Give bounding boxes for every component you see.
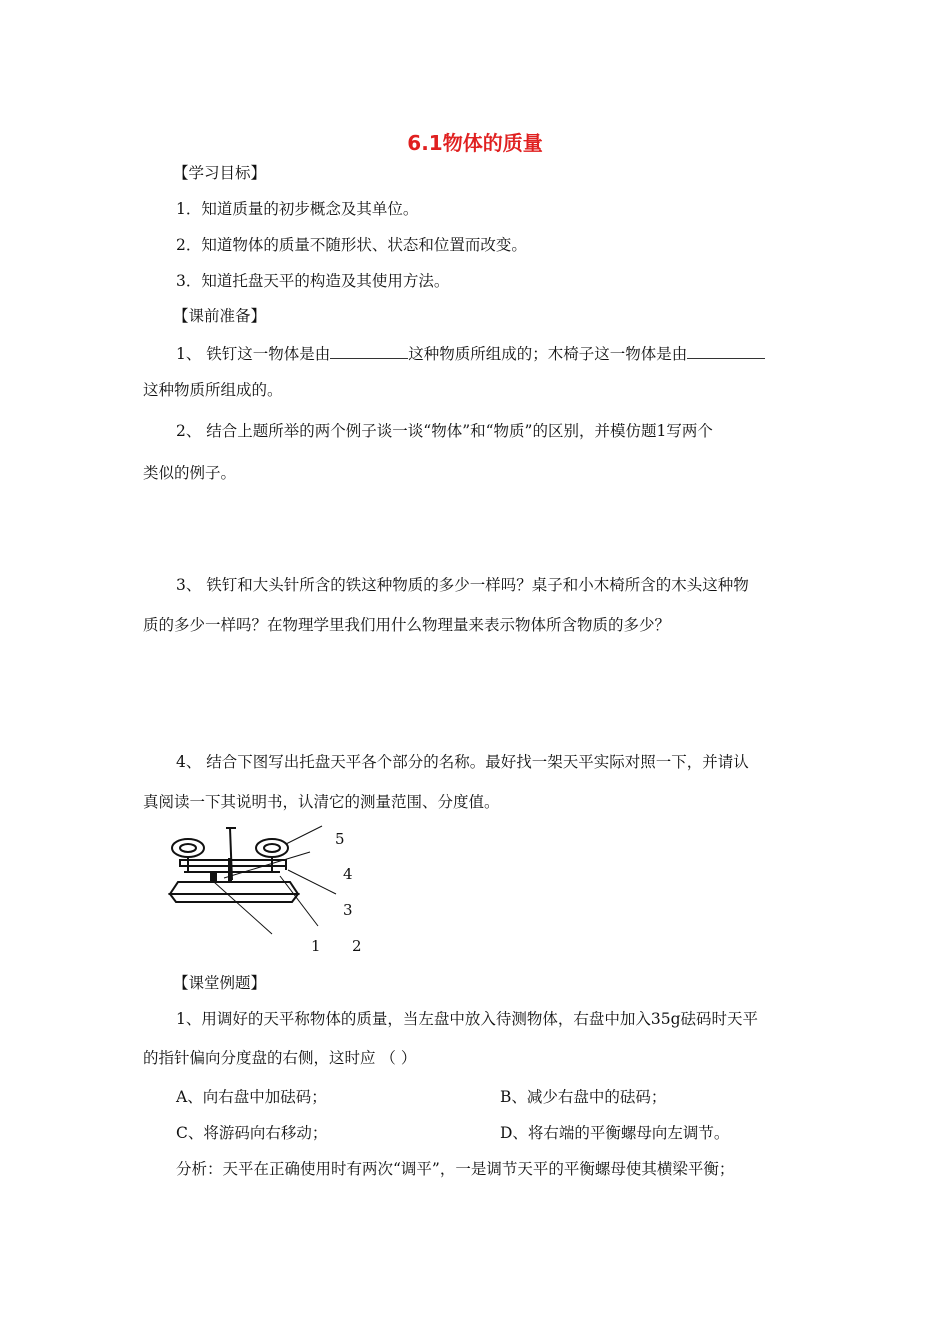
preparation-heading: 【课前准备】 xyxy=(173,307,267,325)
example-1-line2: 的指针偏向分度盘的右侧，这时应 （ ） xyxy=(143,1049,417,1067)
examples-heading: 【课堂例题】 xyxy=(173,974,267,992)
option-a: A、向右盘中加砝码； xyxy=(176,1088,327,1106)
figure-label: 5 xyxy=(335,830,345,848)
option-c: C、将游码向右移动； xyxy=(176,1124,328,1142)
question-1-text-a: 1、 铁钉这一物体是由 xyxy=(176,345,331,363)
objectives-heading: 【学习目标】 xyxy=(173,164,267,182)
figure-label: 2 xyxy=(352,937,362,955)
balance-diagram xyxy=(160,822,380,962)
question-3-line1: 3、 铁钉和大头针所含的铁这种物质的多少一样吗？桌子和小木椅所含的木头这种物 xyxy=(176,576,749,594)
question-2-line1: 2、 结合上题所举的两个例子谈一谈“物体”和“物质”的区别，并模仿题1写两个 xyxy=(176,422,713,440)
question-1-text-b: 这种物质所组成的；木椅子这一物体是由 xyxy=(408,345,688,363)
figure-label: 3 xyxy=(343,901,353,919)
question-1-line1 xyxy=(176,343,765,364)
objective-item: 1．知道质量的初步概念及其单位。 xyxy=(176,200,419,218)
figure-label: 4 xyxy=(343,865,353,883)
answer-blank[interactable] xyxy=(330,343,408,359)
option-b: B、减少右盘中的砝码； xyxy=(500,1088,667,1106)
objective-item: 3．知道托盘天平的构造及其使用方法。 xyxy=(176,272,450,290)
option-d: D、将右端的平衡螺母向左调节。 xyxy=(500,1124,730,1142)
example-1-line1: 1、用调好的天平称物体的质量，当左盘中放入待测物体，右盘中加入35g砝码时天平 xyxy=(176,1010,759,1028)
question-1-line2: 这种物质所组成的。 xyxy=(143,381,283,399)
question-4-line2: 真阅读一下其说明书，认清它的测量范围、分度值。 xyxy=(143,793,500,811)
question-3-line2: 质的多少一样吗？在物理学里我们用什么物理量来表示物体所含物质的多少？ xyxy=(143,616,671,634)
analysis-text: 分析：天平在正确使用时有两次“调平”，一是调节天平的平衡螺母使其横梁平衡； xyxy=(176,1160,735,1178)
question-4-line1: 4、 结合下图写出托盘天平各个部分的名称。最好找一架天平实际对照一下，并请认 xyxy=(176,753,749,771)
answer-blank[interactable] xyxy=(687,343,765,359)
objective-item: 2．知道物体的质量不随形状、状态和位置而改变。 xyxy=(176,236,527,254)
question-2-line2: 类似的例子。 xyxy=(143,464,237,482)
page-title: 6.1物体的质量 xyxy=(407,131,543,155)
figure-label: 1 xyxy=(311,937,321,955)
